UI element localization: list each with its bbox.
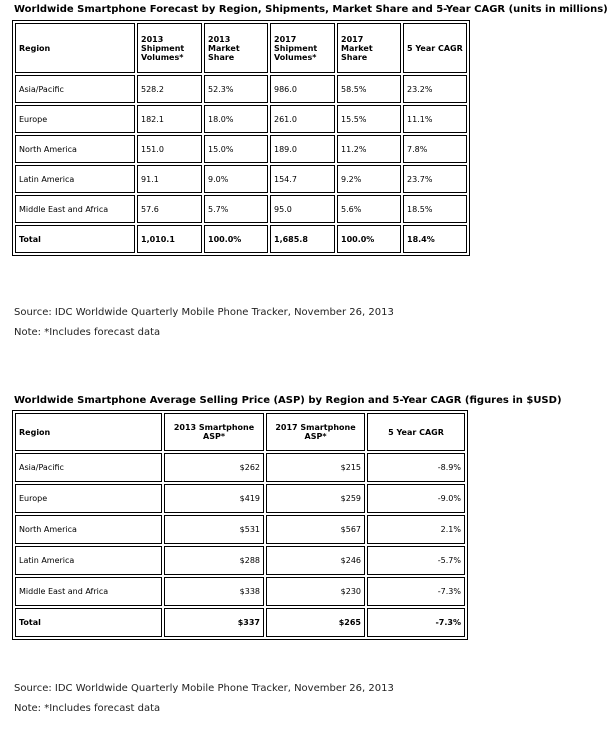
cell-region: Total [15, 608, 162, 637]
cell-region: Total [15, 225, 135, 253]
cell-cagr: -7.3% [367, 577, 465, 606]
table-row [15, 453, 465, 482]
cell-2017-share: 9.2% [337, 165, 401, 193]
cell-2013-asp: $337 [164, 608, 264, 637]
cell-2013-share: 18.0% [204, 105, 268, 133]
cell-2013-asp: $338 [164, 577, 264, 606]
cell-2013-asp: $419 [164, 484, 264, 513]
cell-2017-share: 5.6% [337, 195, 401, 223]
cell-cagr: 7.8% [403, 135, 467, 163]
table-row [15, 135, 467, 163]
cell-cagr: 11.1% [403, 105, 467, 133]
cell-region: North America [15, 135, 135, 163]
cell-cagr: 23.7% [403, 165, 467, 193]
cell-2017-asp: $259 [266, 484, 365, 513]
cell-2013-asp: $531 [164, 515, 264, 544]
cell-2013-volume: 151.0 [137, 135, 202, 163]
table2-source: Source: IDC Worldwide Quarterly Mobile Phone Tracker, November 26, 2013 [14, 683, 394, 694]
cell-cagr: -7.3% [367, 608, 465, 637]
cell-2017-share: 15.5% [337, 105, 401, 133]
header-2017-shipment-volumes: 2017 Shipment Volumes* [270, 23, 335, 73]
cell-2013-share: 9.0% [204, 165, 268, 193]
table2-title: Worldwide Smartphone Average Selling Price (ASP) by Region and 5-Year CAGR (figures in $USD) [14, 395, 562, 406]
cell-2013-volume: 57.6 [137, 195, 202, 223]
cell-region: Middle East and Africa [15, 577, 162, 606]
table-row [15, 105, 467, 133]
cell-2017-asp: $265 [266, 608, 365, 637]
cell-cagr: 23.2% [403, 75, 467, 103]
asp-table [12, 410, 468, 640]
cell-region: Asia/Pacific [15, 75, 135, 103]
header-5-year-cagr: 5 Year CAGR [367, 413, 465, 451]
table1-title: Worldwide Smartphone Forecast by Region, Shipments, Market Share and 5-Year CAGR (units in millions) [14, 4, 608, 15]
cell-region: Asia/Pacific [15, 453, 162, 482]
cell-cagr: 18.4% [403, 225, 467, 253]
header-2013-shipment-volumes: 2013 Shipment Volumes* [137, 23, 202, 73]
cell-cagr: -9.0% [367, 484, 465, 513]
table-total-row [15, 608, 465, 637]
header-2013-market-share: 2013 Market Share [204, 23, 268, 73]
cell-2013-share: 100.0% [204, 225, 268, 253]
cell-2013-volume: 182.1 [137, 105, 202, 133]
cell-2017-volume: 189.0 [270, 135, 335, 163]
table-row [15, 484, 465, 513]
cell-region: Latin America [15, 546, 162, 575]
header-2017-asp: 2017 Smartphone ASP* [266, 413, 365, 451]
cell-region: Middle East and Africa [15, 195, 135, 223]
cell-2013-asp: $288 [164, 546, 264, 575]
cell-2013-asp: $262 [164, 453, 264, 482]
header-2017-market-share: 2017 Market Share [337, 23, 401, 73]
header-region: Region [15, 413, 162, 451]
table1-note: Note: *Includes forecast data [14, 327, 161, 338]
table1-source: Source: IDC Worldwide Quarterly Mobile Phone Tracker, November 26, 2013 [14, 307, 394, 318]
cell-cagr: -8.9% [367, 453, 465, 482]
cell-region: Latin America [15, 165, 135, 193]
cell-2017-volume: 1,685.8 [270, 225, 335, 253]
table-header-row [15, 23, 467, 73]
cell-2013-volume: 91.1 [137, 165, 202, 193]
cell-cagr: 18.5% [403, 195, 467, 223]
cell-2013-volume: 528.2 [137, 75, 202, 103]
header-5-year-cagr: 5 Year CAGR [403, 23, 467, 73]
table-row [15, 515, 465, 544]
cell-2017-asp: $230 [266, 577, 365, 606]
cell-region: North America [15, 515, 162, 544]
cell-2017-asp: $246 [266, 546, 365, 575]
cell-region: Europe [15, 105, 135, 133]
cell-2017-share: 100.0% [337, 225, 401, 253]
cell-region: Europe [15, 484, 162, 513]
table-row [15, 577, 465, 606]
cell-2017-volume: 261.0 [270, 105, 335, 133]
header-region: Region [15, 23, 135, 73]
table-row [15, 75, 467, 103]
cell-2017-share: 11.2% [337, 135, 401, 163]
cell-2017-asp: $567 [266, 515, 365, 544]
table-header-row [15, 413, 465, 451]
cell-cagr: -5.7% [367, 546, 465, 575]
cell-2013-share: 15.0% [204, 135, 268, 163]
table-row [15, 195, 467, 223]
cell-cagr: 2.1% [367, 515, 465, 544]
cell-2017-asp: $215 [266, 453, 365, 482]
header-2013-asp: 2013 Smartphone ASP* [164, 413, 264, 451]
cell-2013-share: 52.3% [204, 75, 268, 103]
table-total-row [15, 225, 467, 253]
table2-note: Note: *Includes forecast data [14, 703, 161, 714]
cell-2017-share: 58.5% [337, 75, 401, 103]
shipments-forecast-table [12, 20, 470, 256]
cell-2017-volume: 95.0 [270, 195, 335, 223]
cell-2017-volume: 986.0 [270, 75, 335, 103]
cell-2013-share: 5.7% [204, 195, 268, 223]
cell-2017-volume: 154.7 [270, 165, 335, 193]
cell-2013-volume: 1,010.1 [137, 225, 202, 253]
table-row [15, 546, 465, 575]
table-row [15, 165, 467, 193]
